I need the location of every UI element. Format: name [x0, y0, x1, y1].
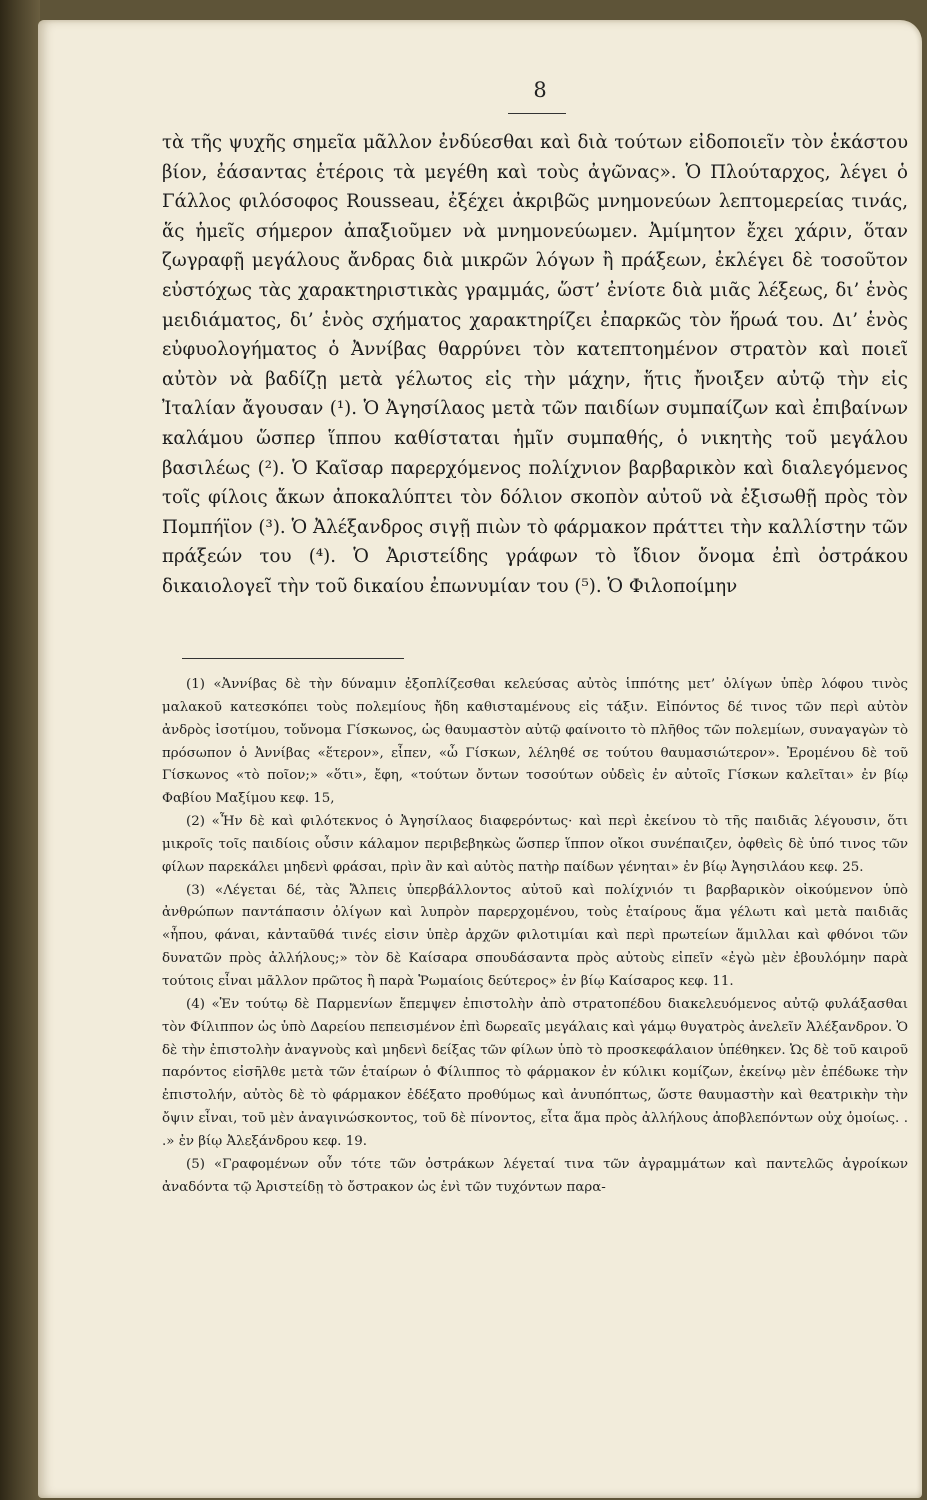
footnotes-block [162, 674, 908, 1199]
footnote-1: (1) «Ἀννίβας δὲ τὴν δύναμιν ἐξοπλίζεσθαι κελεύσας αὐτὸς ἱππότης μετ’ ὀλίγων ὑπὲρ λόφου τινὸς μαλακοῦ κατεσκόπει τοὺς πολεμίους ἤδη καθισταμένους εἰς τάξιν. Εἰπόντος δέ τινος τῶν περὶ αὐτὸν ἀνδρὸς ἰσοτίμου, τοὔνομα Γίσκωνος, ὡς θαυμαστὸν αὐτῷ φαίνοιτο τὸ πλῆθος τῶν πολεμίων, συναγαγὼν τὸ πρόσωπον ὁ Ἀννίβας «ἕτερον», εἶπεν, «ὦ Γίσκων, λέληθέ σε τούτου θαυμασιώτερον». Ἐρομένου δὲ τοῦ Γίσκωνος «τὸ ποῖον;» «ὅτι», ἔφη, «τούτων ὄντων τοσούτων οὐδεὶς ἐν αὐτοῖς Γίσκων καλεῖται» ἐν βίῳ Φαβίου Μαξίμου κεφ. 15, [162, 677, 908, 807]
body-paragraph: τὰ τῆς ψυχῆς σημεῖα μᾶλλον ἐνδύεσθαι καὶ διὰ τούτων εἰδοποιεῖν τὸν ἑκάστου βίον, ἐάσαντας ἑτέροις τὰ μεγέθη καὶ τοὺς ἀγῶνας». Ὁ Πλούταρχος, λέγει ὁ Γάλλος φιλόσοφος Rousseau, ἐξέχει ἀκριβῶς μνημονεύων λεπτομερείας τινάς, ἅς ἡμεῖς σήμερον ἀπαξιοῦμεν νὰ μνημονεύωμεν. Ἀμίμητον ἔχει χάριν, ὅταν ζωγραφῇ μεγάλους ἄνδρας διὰ μικρῶν λόγων ἢ πράξεων, ἐκλέγει δὲ τοσοῦτον εὐστόχως τὰς χαρακτηριστικὰς γραμμάς, ὥστ’ ἐνίοτε διὰ μιᾶς λέξεως, δι’ ἑνὸς μειδιάματος, δι’ ἑνὸς σχήματος χαρακτηρίζει ἐπαρκῶς τὸν ἥρωά του. Δι’ ἑνὸς εὐφυολογήματος ὁ Ἀννίβας θαρρύνει τὸν κατεπτοημένον στρατὸν καὶ ποιεῖ αὐτὸν νὰ βαδίζῃ μετὰ γέλωτος εἰς τὴν μάχην, ἥτις ἤνοιξεν αὐτῷ τὴν εἰς Ἰταλίαν ἄγουσαν (¹). Ὁ Ἀγησίλαος μετὰ τῶν παιδίων συμπαίζων καὶ ἐπιβαίνων καλάμου ὥσπερ ἵππου καθίσταται ἡμῖν συμπαθής, ὁ νικητὴς τοῦ μεγάλου βασιλέως (²). Ὁ Καῖσαρ παρερχόμενος πολίχνιον βαρβαρικὸν καὶ διαλεγόμενος τοῖς φίλοις ἄκων ἀποκαλύπτει τὸν δόλιον σκοπὸν αὐτοῦ νὰ ἐξισωθῇ πρὸς τὸν Πομπήϊον (³). Ὁ Ἀλέξανδρος σιγῇ πιὼν τὸ φάρμακον πράττει τὴν καλλίστην τῶν πράξεών του (⁴). Ὁ Ἀριστείδης γράφων τὸ ἴδιον ὄνομα ἐπὶ ὀστράκου δικαιολογεῖ τὴν τοῦ δικαίου ἐπωνυμίαν του (⁵). Ὁ Φιλοποίμην [162, 132, 908, 597]
footnote-5: (5) «Γραφομένων οὖν τότε τῶν ὀστράκων λέγεταί τινα τῶν ἀγραμμάτων καὶ παντελῶς ἀγροίκων ἀναδόντα τῷ Ἀριστείδῃ τὸ ὄστρακον ὡς ἑνὶ τῶν τυχόντων παρα- [162, 1156, 908, 1195]
footnote-4: (4) «Ἐν τούτῳ δὲ Παρμενίων ἔπεμψεν ἐπιστολὴν ἀπὸ στρατοπέδου διακελευόμενος αὐτῷ φυλάξασθαι τὸν Φίλιππον ὡς ὑπὸ Δαρείου πεπεισμένον ἐπὶ δωρεαῖς μεγάλαις καὶ γάμῳ θυγατρὸς ἀνελεῖν Ἀλέξανδρον. Ὁ δὲ τὴν ἐπιστολὴν ἀναγνοὺς καὶ μηδενὶ δείξας τῶν φίλων ὑπὸ τὸ προσκεφάλαιον ὑπέθηκεν. Ὡς δὲ τοῦ καιροῦ παρόντος εἰσῆλθε μετὰ τῶν ἑταίρων ὁ Φίλιππος τὸ φάρμακον ἐν κύλικι κομίζων, ἐκείνῳ μὲν ἐπέδωκε τὴν ἐπιστολήν, αὐτὸς δὲ τὸ φάρμακον ἐδέξατο προθύμως καὶ ἀνυπόπτως, ὥστε θαυμαστὴν καὶ θεατρικὴν τὴν ὄψιν εἶναι, τοῦ μὲν ἀναγινώσκοντος, τοῦ δὲ πίνοντος, εἶτα ἅμα πρὸς ἀλλήλους ἀποβλεπόντων οὐχ ὁμοίως. . .» ἐν βίῳ Ἀλεξάνδρου κεφ. 19. [162, 996, 908, 1149]
page-number-rule [508, 113, 566, 114]
footnote-2: (2) «Ἦν δὲ καὶ φιλότεκνος ὁ Ἀγησίλαος διαφερόντως· καὶ περὶ ἐκείνου τὸ τῆς παιδιᾶς λέγουσιν, ὅτι μικροῖς τοῖς παιδίοις οὖσιν κάλαμον περιβεβηκὼς ὥσπερ ἵππον οἴκοι συνέπαιζεν, ὀφθεὶς δὲ ὑπό τινος τῶν φίλων παρεκάλει μηδενὶ φράσαι, πρὶν ἂν καὶ αὐτὸς πατὴρ παίδων γένηται» ἐν βίῳ Ἀγησιλάου κεφ. 25. [162, 814, 908, 875]
main-body-text [162, 128, 908, 602]
book-spine-shadow [0, 0, 40, 1500]
footnote-3: (3) «Λέγεται δέ, τὰς Ἄλπεις ὑπερβάλλοντος αὐτοῦ καὶ πολίχνιόν τι βαρβαρικὸν οἰκούμενον ὑπὸ ἀνθρώπων παντάπασιν ὀλίγων καὶ λυπρὸν παρερχομένου, τοὺς ἑταίρους ἅμα γέλωτι καὶ μετὰ παιδιᾶς «ἦπου, φάναι, κἀνταῦθά τινές εἰσιν ὑπὲρ ἀρχῶν φιλοτιμίαι καὶ περὶ πρωτείων ἅμιλλαι καὶ φθόνοι τῶν δυνατῶν πρὸς ἀλλήλους;» τὸν δὲ Καίσαρα σπουδάσαντα πρὸς αὐτοὺς εἰπεῖν «ἐγὼ μὲν ἐβουλόμην παρὰ τούτοις εἶναι μᾶλλον πρῶτος ἢ παρὰ Ῥωμαίοις δεύτερος» ἐν βίῳ Καίσαρος κεφ. 11. [162, 882, 908, 989]
footnote-separator [182, 658, 404, 659]
page-number: 8 [533, 78, 547, 102]
